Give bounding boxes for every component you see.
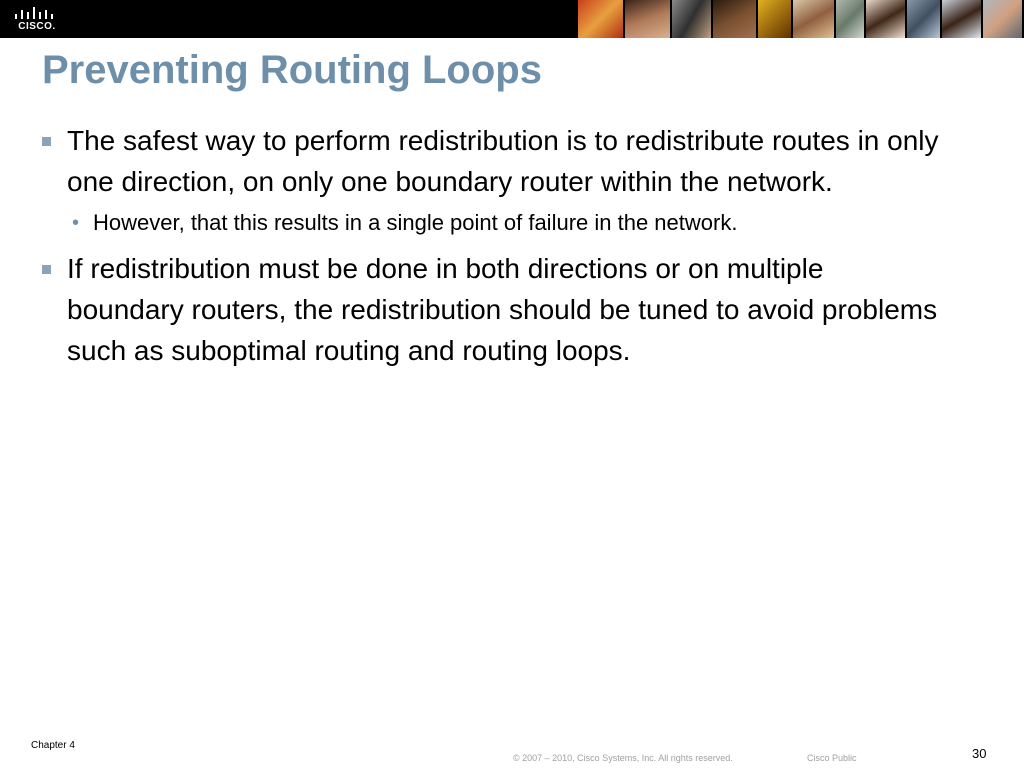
square-bullet-icon	[42, 265, 51, 274]
header-photo	[942, 0, 981, 38]
bullet-item	[40, 248, 940, 371]
sub-bullet-item	[40, 208, 940, 238]
bullet-text: If redistribution must be done in both directions or on multiple boundary routers, the redistribution should be tuned to avoid problems such as suboptimal routing and routing loops.	[67, 253, 938, 366]
header-bar	[0, 0, 1024, 38]
bullet-text: The safest way to perform redistribution is to redistribute routes in only one direction, on only one boundary router within the network.	[67, 125, 939, 197]
slide-title: Preventing Routing Loops	[42, 48, 542, 92]
cisco-bars-icon	[14, 6, 58, 20]
header-photo	[672, 0, 711, 38]
sub-bullet-text: However, that this results in a single point of failure in the network.	[93, 210, 738, 235]
header-photo	[793, 0, 834, 38]
header-photo	[758, 0, 791, 38]
header-photo	[907, 0, 940, 38]
page-number: 30	[972, 746, 987, 761]
slide-body	[40, 120, 940, 379]
footer-chapter: Chapter 4	[31, 740, 75, 751]
header-photo	[625, 0, 670, 38]
cisco-logo	[12, 6, 62, 34]
dot-bullet-icon: •	[72, 212, 80, 234]
header-photo	[866, 0, 905, 38]
footer-copyright: © 2007 – 2010, Cisco Systems, Inc. All rights reserved.	[513, 753, 733, 763]
cisco-logo-text: CISCO.	[18, 21, 56, 32]
header-photo	[836, 0, 863, 38]
bullet-item	[40, 120, 940, 202]
square-bullet-icon	[42, 137, 51, 146]
header-photo	[983, 0, 1022, 38]
header-photo	[578, 0, 623, 38]
header-photo-strip	[578, 0, 1024, 38]
header-photo	[713, 0, 756, 38]
footer-classification: Cisco Public	[807, 753, 857, 763]
